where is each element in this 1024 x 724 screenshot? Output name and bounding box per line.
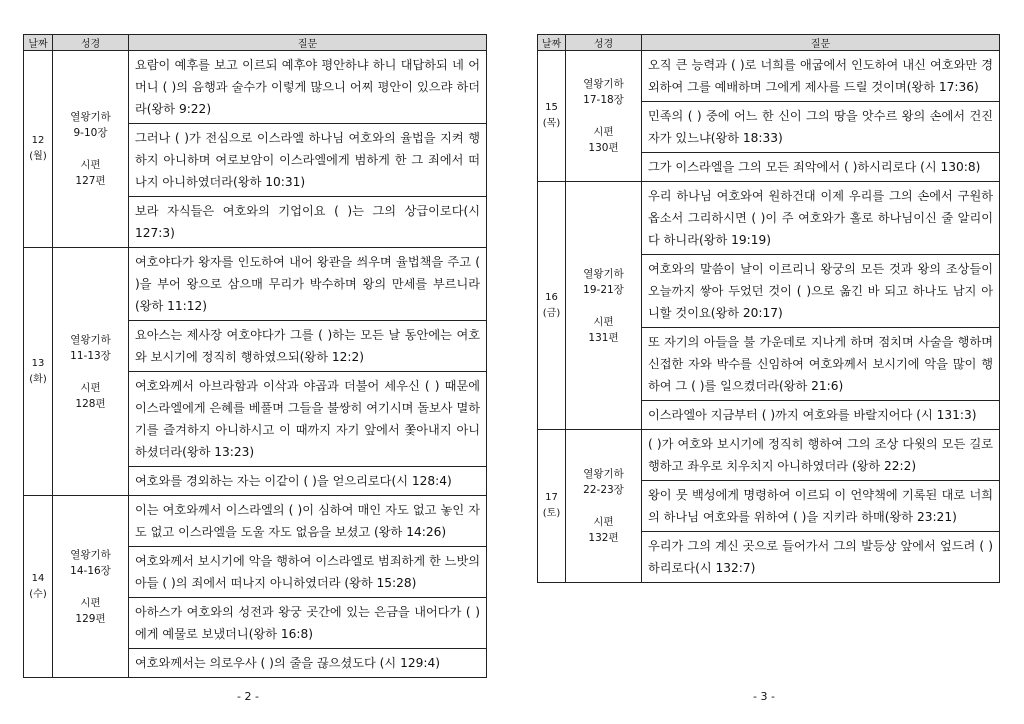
quiz-table-right bbox=[537, 34, 1000, 583]
psalm-label: 시편 bbox=[80, 381, 101, 394]
question-cell: 왕이 뭇 백성에게 명령하여 이르되 이 언약책에 기록된 대로 너희의 하나님 여호와를 위하여 ( )을 지키라 하매(왕하 23:21) bbox=[642, 481, 1000, 532]
page-number-right: - 3 - bbox=[753, 690, 775, 703]
day-cell bbox=[24, 496, 53, 678]
chapters: 19-21장 bbox=[583, 283, 624, 296]
book-name: 열왕기하 bbox=[583, 267, 624, 280]
chapters: 14-16장 bbox=[70, 564, 111, 577]
day-cell bbox=[24, 51, 53, 248]
chapters: 9-10장 bbox=[73, 127, 108, 139]
book-name: 열왕기하 bbox=[583, 468, 624, 480]
table-row bbox=[24, 248, 487, 321]
header-bible: 성경 bbox=[566, 35, 642, 51]
psalm-number: 131편 bbox=[588, 331, 619, 344]
psalm-label: 시편 bbox=[593, 315, 614, 328]
table-row bbox=[24, 51, 487, 124]
day-cell bbox=[538, 51, 566, 182]
question-cell: 우리 하나님 여호와여 원하건대 이제 우리를 그의 손에서 구원하옵소서 그리하시면 ( )이 주 여호와가 홀로 하나님이신 줄 알리이다 하니라(왕하 19:19) bbox=[642, 182, 1000, 255]
question-cell: 여호와께서 아브라함과 이삭과 야곱과 더불어 세우신 ( ) 때문에 이스라엘에게 은혜를 베풀며 그들을 불쌍히 여기시며 돌보사 멸하기를 즐겨하지 아니하시고 이 때까지 자기 앞에서 쫓아내지 아니하셨더라(왕하 13:23) bbox=[129, 372, 487, 467]
quiz-table-left bbox=[23, 34, 487, 678]
question-cell: 오직 큰 능력과 ( )로 너희를 애굽에서 인도하여 내신 여호와만 경외하여 그를 예배하며 그에게 제사를 드릴 것이며(왕하 17:36) bbox=[642, 51, 1000, 102]
table-header-row bbox=[538, 35, 1000, 51]
question-cell: 보라 자식들은 여호와의 기업이요 ( )는 그의 상급이로다(시 127:3) bbox=[129, 197, 487, 248]
question-cell: 또 자기의 아들을 불 가운데로 지나게 하며 점치며 사술을 행하며 신접한 자와 박수를 신임하여 여호와께서 보시기에 악을 많이 행하여 그 ( )를 일으켰더라(왕하 21:6) bbox=[642, 328, 1000, 401]
question-cell: 우리가 그의 계신 곳으로 들어가서 그의 발등상 앞에서 엎드려 ( )하리로다(시 132:7) bbox=[642, 532, 1000, 583]
question-cell: ( )가 여호와 보시기에 정직히 행하여 그의 조상 다윗의 모든 길로 행하고 좌우로 치우치지 아니하였더라 (왕하 22:2) bbox=[642, 430, 1000, 481]
day-number: 16 bbox=[545, 291, 558, 303]
psalm-label: 시편 bbox=[593, 516, 614, 528]
bible-cell bbox=[53, 248, 129, 496]
psalm-number: 130편 bbox=[588, 142, 619, 154]
day-number: 13 bbox=[31, 357, 45, 369]
day-number: 14 bbox=[31, 572, 45, 584]
table-row bbox=[538, 430, 1000, 481]
day-cell bbox=[24, 248, 53, 496]
psalm-number: 132편 bbox=[588, 532, 619, 544]
weekday: (화) bbox=[29, 373, 47, 385]
chapters: 11-13장 bbox=[70, 349, 111, 362]
psalm-number: 129편 bbox=[75, 612, 106, 625]
header-question: 질문 bbox=[129, 35, 487, 51]
psalm-number: 128편 bbox=[75, 397, 106, 410]
book-name: 열왕기하 bbox=[70, 111, 111, 123]
bible-cell bbox=[566, 430, 642, 583]
question-cell: 이는 여호와께서 이스라엘의 ( )이 심하여 매인 자도 없고 놓인 자도 없고 이스라엘을 도울 자도 없음을 보셨고 (왕하 14:26) bbox=[129, 496, 487, 547]
book-name: 열왕기하 bbox=[583, 78, 624, 90]
day-number: 15 bbox=[545, 102, 558, 113]
day-number: 17 bbox=[545, 492, 558, 503]
question-cell: 요아스는 제사장 여호야다가 그를 ( )하는 모든 날 동안에는 여호와 보시기에 정직히 행하였으되(왕하 12:2) bbox=[129, 321, 487, 372]
question-cell: 아하스가 여호와의 성전과 왕궁 곳간에 있는 은금을 내어다가 ( )에게 예물로 보냈더니(왕하 16:8) bbox=[129, 598, 487, 649]
day-cell bbox=[538, 182, 566, 430]
weekday: (월) bbox=[29, 151, 47, 162]
question-cell: 여호와께서는 의로우사 ( )의 줄을 끊으셨도다 (시 129:4) bbox=[129, 649, 487, 678]
table-row bbox=[24, 496, 487, 547]
left-page bbox=[23, 34, 487, 678]
table-row bbox=[538, 51, 1000, 102]
question-cell: 여호와의 말씀이 날이 이르리니 왕궁의 모든 것과 왕의 조상들이 오늘까지 쌓아 두었던 것이 ( )으로 옮긴 바 되고 하나도 남지 아니할 것이요(왕하 20:17) bbox=[642, 255, 1000, 328]
day-number: 12 bbox=[31, 135, 45, 146]
question-cell: 그러나 ( )가 전심으로 이스라엘 하나님 여호와의 율법을 지켜 행하지 아니하며 여로보암이 이스라엘에게 범하게 한 그 죄에서 떠나지 아니하였더라(왕하 10:31) bbox=[129, 124, 487, 197]
header-question: 질문 bbox=[642, 35, 1000, 51]
header-day: 날짜 bbox=[538, 35, 566, 51]
psalm-number: 127편 bbox=[75, 175, 106, 187]
psalm-label: 시편 bbox=[593, 126, 614, 138]
psalm-label: 시편 bbox=[80, 596, 101, 609]
table-header-row bbox=[24, 35, 487, 51]
question-cell: 여호와를 경외하는 자는 이같이 ( )을 얻으리로다(시 128:4) bbox=[129, 467, 487, 496]
weekday: (금) bbox=[542, 307, 561, 319]
day-cell bbox=[538, 430, 566, 583]
bible-cell bbox=[53, 496, 129, 678]
question-cell: 여호야다가 왕자를 인도하여 내어 왕관을 씌우며 율법책을 주고 ( )을 부어 왕으로 삼으매 무리가 박수하며 왕의 만세를 부르니라(왕하 11:12) bbox=[129, 248, 487, 321]
bible-cell bbox=[53, 51, 129, 248]
question-cell: 여호와께서 보시기에 악을 행하여 이스라엘로 범죄하게 한 느밧의 아들 ( )의 죄에서 떠나지 아니하였더라 (왕하 15:28) bbox=[129, 547, 487, 598]
header-day: 날짜 bbox=[24, 35, 53, 51]
weekday: (목) bbox=[542, 118, 561, 129]
table-row bbox=[538, 182, 1000, 255]
right-page bbox=[537, 34, 1000, 583]
weekday: (토) bbox=[542, 508, 561, 519]
book-name: 열왕기하 bbox=[70, 333, 111, 346]
question-cell: 이스라엘아 지금부터 ( )까지 여호와를 바랄지어다 (시 131:3) bbox=[642, 401, 1000, 430]
header-bible: 성경 bbox=[53, 35, 129, 51]
weekday: (수) bbox=[29, 588, 47, 600]
page-number-left: - 2 - bbox=[237, 690, 259, 703]
chapters: 17-18장 bbox=[583, 94, 624, 106]
question-cell: 요람이 예후를 보고 이르되 예후야 평안하냐 하니 대답하되 네 어머니 ( )의 음행과 술수가 이렇게 많으니 어찌 평안이 있으랴 하더라(왕하 9:22) bbox=[129, 51, 487, 124]
psalm-label: 시편 bbox=[80, 159, 101, 171]
chapters: 22-23장 bbox=[583, 484, 624, 496]
bible-cell bbox=[566, 51, 642, 182]
question-cell: 민족의 ( ) 중에 어느 한 신이 그의 땅을 앗수르 왕의 손에서 건진 자가 있느냐(왕하 18:33) bbox=[642, 102, 1000, 153]
question-cell: 그가 이스라엘을 그의 모든 죄악에서 ( )하시리로다 (시 130:8) bbox=[642, 153, 1000, 182]
book-name: 열왕기하 bbox=[70, 548, 111, 561]
bible-cell bbox=[566, 182, 642, 430]
